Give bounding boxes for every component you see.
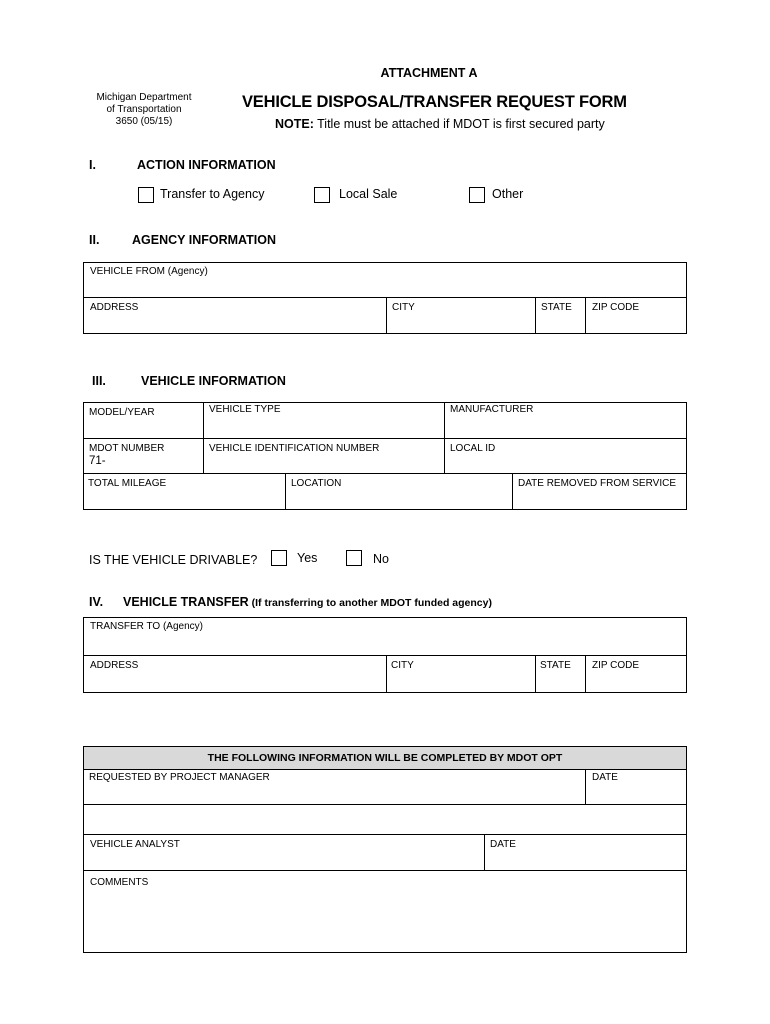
agency-city-field[interactable]: CITY xyxy=(392,302,415,313)
section-4-heading xyxy=(123,595,492,609)
drivable-yes-label: Yes xyxy=(297,551,318,565)
agency-zip-field[interactable]: ZIP CODE xyxy=(592,302,640,313)
form-number: 3650 (05/15) xyxy=(115,116,173,127)
transfer-zip-field[interactable]: ZIP CODE xyxy=(592,660,640,671)
section-1-title: ACTION INFORMATION xyxy=(137,158,276,172)
form-title: VEHICLE DISPOSAL/TRANSFER REQUEST FORM xyxy=(242,93,627,111)
section-4-numeral: IV. xyxy=(89,595,104,609)
section-2-title: AGENCY INFORMATION xyxy=(132,233,276,247)
mdot-number-prefix: 71- xyxy=(89,455,106,467)
drivable-no-checkbox[interactable] xyxy=(346,550,362,566)
other-label: Other xyxy=(492,187,524,201)
section-3-title: VEHICLE INFORMATION xyxy=(141,374,286,388)
agency-address-field[interactable]: ADDRESS xyxy=(90,302,139,313)
transfer-state-field[interactable]: STATE xyxy=(540,660,571,671)
drivable-no-label: No xyxy=(373,552,389,566)
mdot-number-field[interactable]: MDOT NUMBER xyxy=(89,443,165,454)
section-2-numeral: II. xyxy=(89,233,100,247)
comments-field[interactable]: COMMENTS xyxy=(90,877,149,888)
vehicle-from-field[interactable]: VEHICLE FROM (Agency) xyxy=(90,266,208,277)
date-removed-field[interactable]: DATE REMOVED FROM SERVICE xyxy=(518,478,676,489)
department-line-2: of Transportation xyxy=(106,104,182,115)
transfer-address-field[interactable]: ADDRESS xyxy=(90,660,139,671)
note-label: NOTE: xyxy=(275,117,314,131)
section-4-title: VEHICLE TRANSFER xyxy=(123,595,249,609)
department-line-1: Michigan Department xyxy=(96,92,192,103)
transfer-to-agency-checkbox[interactable] xyxy=(138,187,154,203)
attachment-label: ATTACHMENT A xyxy=(380,66,478,80)
transfer-to-field[interactable]: TRANSFER TO (Agency) xyxy=(90,621,203,632)
section-1-numeral: I. xyxy=(89,158,96,172)
transfer-to-agency-label: Transfer to Agency xyxy=(160,187,265,201)
requested-date-field[interactable]: DATE xyxy=(592,772,618,783)
other-checkbox[interactable] xyxy=(469,187,485,203)
model-year-field[interactable]: MODEL/YEAR xyxy=(89,407,155,418)
section-3-numeral: III. xyxy=(92,374,106,388)
mdot-opt-header: THE FOLLOWING INFORMATION WILL BE COMPLETED BY MDOT OPT xyxy=(207,752,563,764)
drivable-yes-checkbox[interactable] xyxy=(271,550,287,566)
requested-by-field[interactable]: REQUESTED BY PROJECT MANAGER xyxy=(89,772,270,783)
analyst-date-field[interactable]: DATE xyxy=(490,839,516,850)
location-field[interactable]: LOCATION xyxy=(291,478,342,489)
department-block xyxy=(84,92,204,128)
vin-field[interactable]: VEHICLE IDENTIFICATION NUMBER xyxy=(209,443,380,454)
section-4-subtitle: (If transferring to another MDOT funded agency) xyxy=(248,597,492,609)
local-sale-label: Local Sale xyxy=(339,187,398,201)
vehicle-type-field[interactable]: VEHICLE TYPE xyxy=(209,404,281,415)
agency-state-field[interactable]: STATE xyxy=(541,302,572,313)
total-mileage-field[interactable]: TOTAL MILEAGE xyxy=(88,478,167,489)
vehicle-analyst-field[interactable]: VEHICLE ANALYST xyxy=(90,839,180,850)
form-note xyxy=(275,117,605,131)
manufacturer-field[interactable]: MANUFACTURER xyxy=(450,404,534,415)
local-sale-checkbox[interactable] xyxy=(314,187,330,203)
note-text: Title must be attached if MDOT is first secured party xyxy=(313,117,605,131)
transfer-city-field[interactable]: CITY xyxy=(391,660,414,671)
local-id-field[interactable]: LOCAL ID xyxy=(450,443,496,454)
drivable-question: IS THE VEHICLE DRIVABLE? xyxy=(89,553,258,567)
